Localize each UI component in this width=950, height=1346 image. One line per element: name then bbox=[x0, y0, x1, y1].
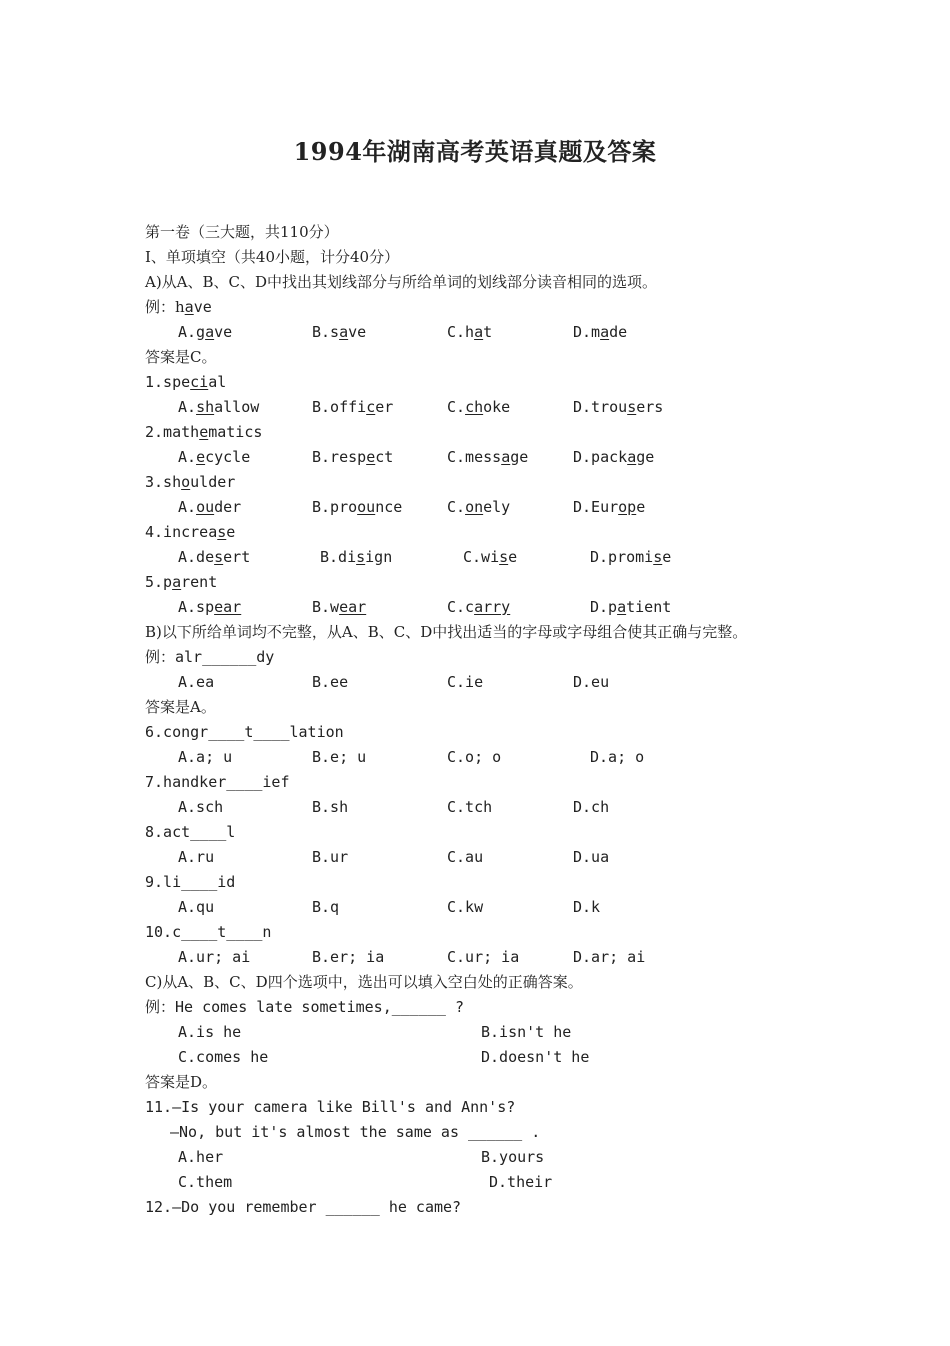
option-d: D.made bbox=[573, 323, 628, 341]
option-d: D.a; o bbox=[590, 748, 645, 766]
section-a-example-answer: 答案是C。 bbox=[145, 348, 217, 366]
question-10-options bbox=[0, 945, 950, 970]
option-c: C.o; o bbox=[447, 748, 502, 766]
section-c-example-options-row1 bbox=[0, 1020, 950, 1045]
question-2-options bbox=[0, 445, 950, 470]
question-2: 2.mathematics bbox=[145, 423, 263, 441]
option-b: B.isn't he bbox=[481, 1023, 572, 1041]
option-d: D.promise bbox=[590, 548, 672, 566]
option-b: B.q bbox=[312, 898, 340, 916]
section-c-example-answer: 答案是D。 bbox=[145, 1073, 218, 1091]
section-b-example: 例：alr______dy bbox=[145, 648, 275, 666]
option-c: C.ie bbox=[447, 673, 484, 691]
option-d: D.Europe bbox=[573, 498, 646, 516]
option-d: D.eu bbox=[573, 673, 610, 691]
option-a: A.qu bbox=[178, 898, 215, 916]
section-c-instruction: C)从A、B、C、D四个选项中，选出可以填入空白处的正确答案。 bbox=[145, 973, 583, 991]
option-d: D.ar; ai bbox=[573, 948, 646, 966]
question-11-options-row2 bbox=[0, 1170, 950, 1195]
option-a: A.shallow bbox=[178, 398, 260, 416]
option-a: A.desert bbox=[178, 548, 251, 566]
option-a: A.ea bbox=[178, 673, 215, 691]
option-a: A.her bbox=[178, 1148, 224, 1166]
option-d: D.patient bbox=[590, 598, 672, 616]
question-6-options bbox=[0, 745, 950, 770]
option-a: A.spear bbox=[178, 598, 242, 616]
question-9-options bbox=[0, 895, 950, 920]
option-b: B.wear bbox=[312, 598, 367, 616]
question-8: 8.act____l bbox=[145, 823, 236, 841]
question-4-options bbox=[0, 545, 950, 570]
option-d: D.ch bbox=[573, 798, 610, 816]
section-c-example-options-row2 bbox=[0, 1045, 950, 1070]
option-d: D.trousers bbox=[573, 398, 664, 416]
question-5-options bbox=[0, 595, 950, 620]
option-c: C.hat bbox=[447, 323, 493, 341]
question-12: 12.—Do you remember ______ he came? bbox=[145, 1198, 462, 1216]
option-b: B.ee bbox=[312, 673, 349, 691]
question-11: 11.—Is your camera like Bill's and Ann's? bbox=[145, 1098, 516, 1116]
section-a-example-options bbox=[0, 320, 950, 345]
option-d: D.their bbox=[489, 1173, 553, 1191]
option-c: C.message bbox=[447, 448, 529, 466]
question-1-options bbox=[0, 395, 950, 420]
section-a-instruction: A)从A、B、C、D中找出其划线部分与所给单词的划线部分读音相同的选项。 bbox=[145, 273, 658, 291]
question-3-options bbox=[0, 495, 950, 520]
question-3: 3.shoulder bbox=[145, 473, 236, 491]
section-heading: I、单项填空（共40小题，计分40分） bbox=[145, 248, 400, 266]
question-7-options bbox=[0, 795, 950, 820]
option-d: D.package bbox=[573, 448, 655, 466]
section-b-example-options bbox=[0, 670, 950, 695]
option-c: C.them bbox=[178, 1173, 233, 1191]
section-a-example: 例：have bbox=[145, 298, 212, 316]
option-c: C.comes he bbox=[178, 1048, 269, 1066]
option-b: B.er; ia bbox=[312, 948, 385, 966]
option-b: B.respect bbox=[312, 448, 394, 466]
option-d: D.doesn't he bbox=[481, 1048, 590, 1066]
question-11-reply: —No, but it's almost the same as ______ . bbox=[170, 1123, 541, 1141]
question-5: 5.parent bbox=[145, 573, 218, 591]
option-b: B.save bbox=[312, 323, 367, 341]
option-a: A.a; u bbox=[178, 748, 233, 766]
option-c: C.au bbox=[447, 848, 484, 866]
option-d: D.ua bbox=[573, 848, 610, 866]
option-c: C.choke bbox=[447, 398, 511, 416]
option-b: B.officer bbox=[312, 398, 394, 416]
question-9: 9.li____id bbox=[145, 873, 236, 891]
option-d: D.k bbox=[573, 898, 601, 916]
option-b: B.ur bbox=[312, 848, 349, 866]
option-c: C.wise bbox=[463, 548, 518, 566]
section-c-example: 例：He comes late sometimes,______ ? bbox=[145, 998, 464, 1016]
question-6: 6.congr____t____lation bbox=[145, 723, 344, 741]
option-c: C.carry bbox=[447, 598, 511, 616]
question-1: 1.special bbox=[145, 373, 227, 391]
option-a: A.gave bbox=[178, 323, 233, 341]
section-b-instruction: B)以下所给单词均不完整，从A、B、C、D中找出适当的字母或字母组合使其正确与完整。 bbox=[145, 623, 748, 641]
option-a: A.is he bbox=[178, 1023, 242, 1041]
option-b: B.e; u bbox=[312, 748, 367, 766]
question-4: 4.increase bbox=[145, 523, 236, 541]
question-10: 10.c____t____n bbox=[145, 923, 272, 941]
option-a: A.ur; ai bbox=[178, 948, 251, 966]
question-7: 7.handker____ief bbox=[145, 773, 290, 791]
option-a: A.ouder bbox=[178, 498, 242, 516]
part-heading: 第一卷（三大题，共110分） bbox=[145, 223, 339, 241]
option-b: B.proounce bbox=[312, 498, 403, 516]
option-b: B.disign bbox=[320, 548, 393, 566]
option-c: C.onely bbox=[447, 498, 511, 516]
option-b: B.yours bbox=[481, 1148, 545, 1166]
option-a: A.ru bbox=[178, 848, 215, 866]
option-b: B.sh bbox=[312, 798, 349, 816]
option-c: C.tch bbox=[447, 798, 493, 816]
option-c: C.ur; ia bbox=[447, 948, 520, 966]
option-a: A.ecycle bbox=[178, 448, 251, 466]
document-title: 1994年湖南高考英语真题及答案 bbox=[293, 137, 657, 166]
question-11-options-row1 bbox=[0, 1145, 950, 1170]
option-a: A.sch bbox=[178, 798, 224, 816]
question-8-options bbox=[0, 845, 950, 870]
section-b-example-answer: 答案是A。 bbox=[145, 698, 216, 716]
option-c: C.kw bbox=[447, 898, 484, 916]
